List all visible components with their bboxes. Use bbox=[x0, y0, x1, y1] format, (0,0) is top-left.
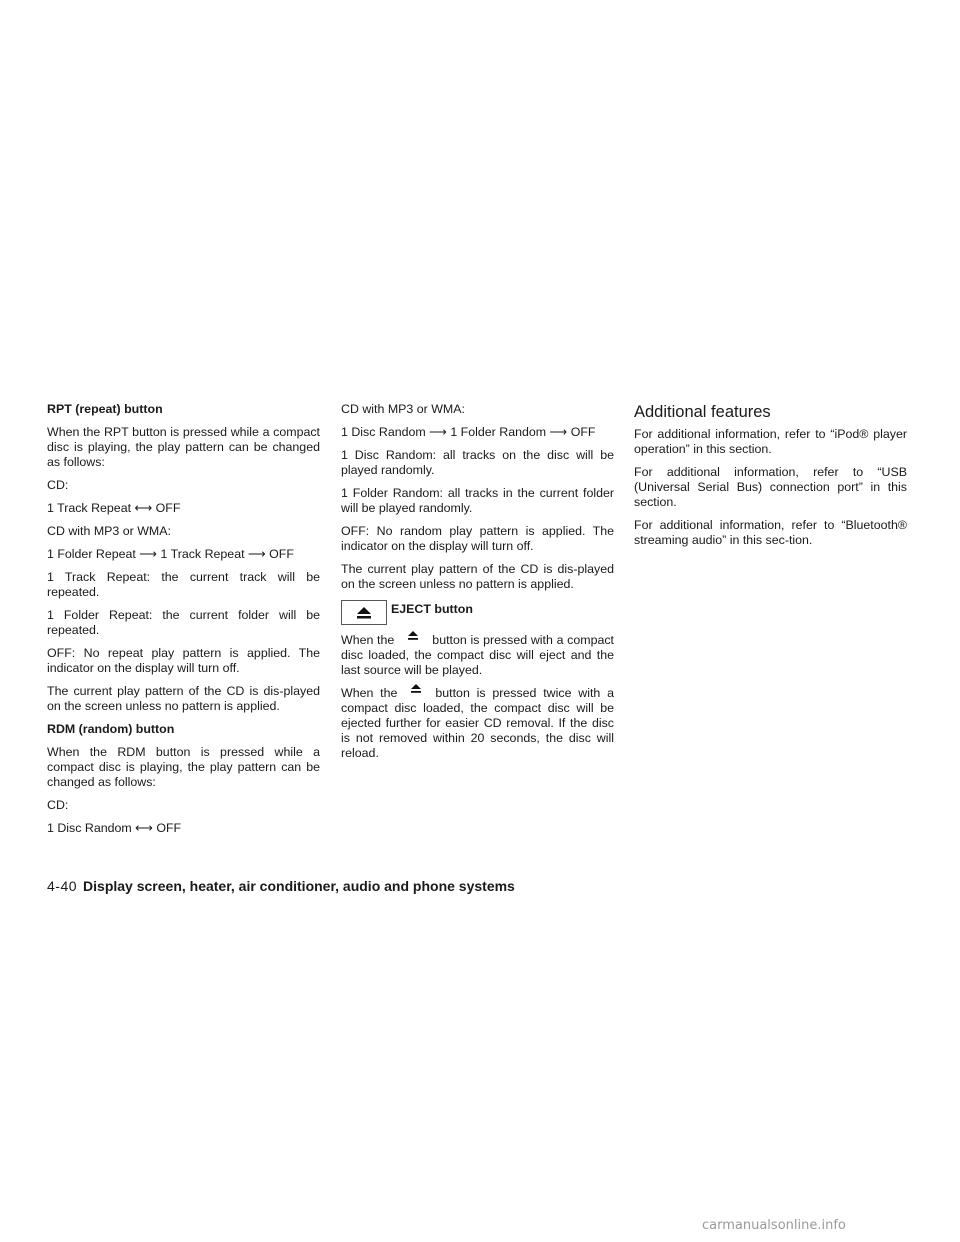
cd-repeat-pattern: 1 Track Repeat ⟷ OFF bbox=[47, 501, 181, 515]
bluetooth-reference: For additional information, refer to “Bluetooth® streaming audio” in this sec-tion. bbox=[634, 518, 907, 547]
rdm-intro: When the RDM button is pressed while a compact disc is playing, the play pattern can be changed as follows: bbox=[47, 745, 320, 789]
disc-random-desc: 1 Disc Random: all tracks on the disc will be played randomly. bbox=[341, 448, 614, 477]
eject-desc-2: When the button is pressed twice with a compact disc loaded, the compact disc will be ejected further for easier CD removal. If the disc is not removed within 20 seconds, the disc will reload. bbox=[341, 686, 614, 760]
watermark: carmanualsonline.info bbox=[702, 1218, 846, 1233]
eject-icon bbox=[397, 686, 435, 698]
folder-random-desc: 1 Folder Random: all tracks in the current folder will be played randomly. bbox=[341, 486, 614, 515]
mp3-repeat-pattern: 1 Folder Repeat ⟶ 1 Track Repeat ⟶ OFF bbox=[47, 547, 294, 561]
eject-heading: EJECT button bbox=[391, 602, 473, 616]
page-footer bbox=[47, 878, 515, 894]
cd-label: CD: bbox=[47, 478, 69, 492]
section-heading: Additional features bbox=[634, 403, 771, 421]
rpt-heading: RPT (repeat) button bbox=[47, 402, 163, 416]
repeat-current-pattern: The current play pattern of the CD is dis-played on the screen unless no pattern is applied. bbox=[47, 684, 320, 713]
mp3-label: CD with MP3 or WMA: bbox=[47, 524, 171, 538]
random-current-pattern: The current play pattern of the CD is dis-played on the screen unless no pattern is applied. bbox=[341, 562, 614, 591]
eject-icon bbox=[341, 600, 387, 625]
chapter-title: Display screen, heater, air conditioner, audio and phone systems bbox=[83, 878, 515, 894]
eject-icon bbox=[394, 633, 432, 645]
eject-heading-row bbox=[341, 600, 614, 625]
column-left bbox=[47, 402, 320, 844]
random-off-desc: OFF: No random play pattern is applied. The indicator on the display will turn off. bbox=[341, 524, 614, 553]
column-right bbox=[634, 402, 907, 556]
rdm-heading: RDM (random) button bbox=[47, 722, 175, 736]
track-repeat-desc: 1 Track Repeat: the current track will be repeated. bbox=[47, 570, 320, 599]
page-number: 4-40 bbox=[47, 878, 78, 894]
column-middle bbox=[341, 402, 614, 769]
repeat-off-desc: OFF: No repeat play pattern is applied. The indicator on the display will turn off. bbox=[47, 646, 320, 675]
ipod-reference: For additional information, refer to “iPod® player operation” in this section. bbox=[634, 427, 907, 456]
cd-label-2: CD: bbox=[47, 798, 69, 812]
usb-reference: For additional information, refer to “USB (Universal Serial Bus) connection port” in this section. bbox=[634, 465, 907, 509]
folder-repeat-desc: 1 Folder Repeat: the current folder will be repeated. bbox=[47, 608, 320, 637]
eject-desc-1: When the button is pressed with a compact disc loaded, the compact disc will eject and the last source will be played. bbox=[341, 633, 614, 677]
mp3-label-random: CD with MP3 or WMA: bbox=[341, 402, 465, 416]
cd-random-pattern: 1 Disc Random ⟷ OFF bbox=[47, 821, 182, 835]
mp3-random-pattern: 1 Disc Random ⟶ 1 Folder Random ⟶ OFF bbox=[341, 425, 596, 439]
rpt-intro: When the RPT button is pressed while a compact disc is playing, the play pattern can be changed as follows: bbox=[47, 425, 320, 469]
